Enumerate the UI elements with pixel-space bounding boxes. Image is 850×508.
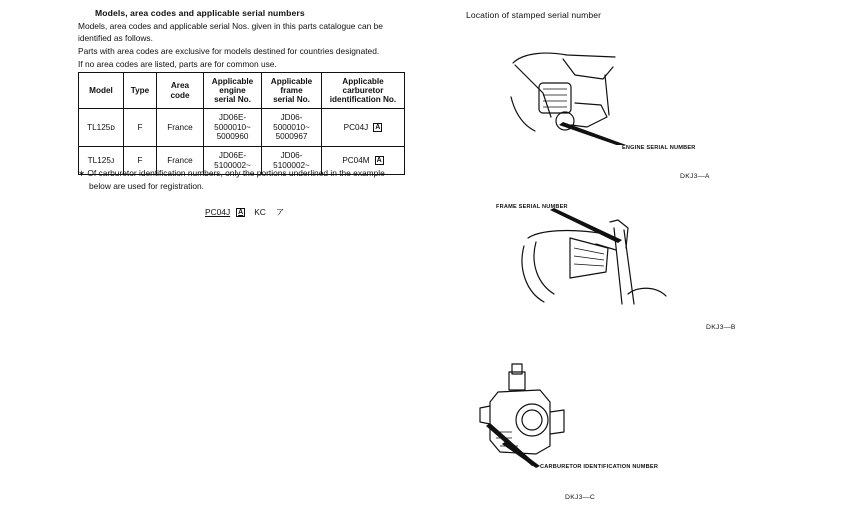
footnote-line-2: below are used for registration. [89, 181, 204, 191]
section-heading: Models, area codes and applicable serial numbers [95, 8, 305, 18]
cell-frame-serial [262, 109, 322, 147]
frame-serial-callout: FRAME SERIAL NUMBER [496, 204, 568, 210]
cell-engine-serial [204, 109, 262, 147]
header-area-line1: Area [170, 81, 190, 91]
frame-serial-line1: JD06- [280, 151, 303, 161]
engine-serial-callout: ENGINE SERIAL NUMBER [622, 145, 696, 151]
cell-area: France [157, 147, 204, 175]
carburetor-code: PC04J [343, 122, 369, 132]
figure-b-caption: DKJ3—B [706, 324, 736, 331]
common-use-note: If no area codes are listed, parts are for common use. [78, 59, 277, 69]
intro-line-2: identified as follows. [78, 33, 153, 43]
header-engine-serial [204, 73, 262, 109]
engine-serial-line2: 5000010~ [214, 122, 251, 132]
area-a-mark: A [375, 123, 381, 131]
header-model: Model [79, 73, 124, 109]
frame-serial-line2: 5000010~ [273, 122, 310, 132]
figure-c-caption: DKJ3—C [565, 494, 596, 501]
engine-serial-line3: 5000960 [216, 132, 249, 142]
header-frame-line3: serial No. [273, 95, 310, 105]
carburetor-code: PC04M [342, 155, 370, 165]
header-type: Type [124, 73, 157, 109]
cell-type: F [124, 109, 157, 147]
header-engine-line3: serial No. [214, 95, 251, 105]
cell-area: France [157, 109, 204, 147]
engine-serial-line2: 5100002~ [214, 160, 251, 170]
engine-serial-line1: JD06E- [218, 151, 247, 161]
example-code: PC04J [205, 207, 231, 217]
footnote-line-1: ∗ Of carburetor identification numbers, only the portions underlined in the example [78, 168, 385, 178]
cell-model: TL125ᴅ [79, 109, 124, 147]
header-engine-line1: Applicable [211, 76, 254, 86]
frame-serial-line2: 5100002~ [273, 160, 310, 170]
serial-number-table [78, 72, 405, 175]
header-frame-line2: frame [280, 85, 303, 95]
header-engine-line2: engine [219, 85, 246, 95]
location-heading: Location of stamped serial number [466, 10, 602, 20]
example-kana: ア [275, 207, 285, 217]
engine-serial-line1: JD06E- [218, 113, 247, 123]
registration-example [205, 206, 284, 219]
cell-model: TL125ᴊ [79, 147, 124, 175]
header-area-code [157, 73, 204, 109]
intro-line-1: Models, area codes and applicable serial Nos. given in this parts catalogue can be [78, 21, 383, 31]
table-header-row [79, 73, 405, 109]
header-carb-line3: identification No. [329, 95, 397, 105]
header-carb-line2: carburetor [342, 85, 384, 95]
area-a-mark: A [376, 156, 382, 164]
cell-type: F [124, 147, 157, 175]
header-frame-line1: Applicable [270, 76, 313, 86]
header-carb-line1: Applicable [342, 76, 384, 86]
example-area-mark: A [238, 209, 244, 216]
area-code-note: Parts with area codes are exclusive for models destined for countries designated. [78, 46, 380, 56]
frame-figure-illustration [510, 208, 670, 308]
header-area-line2: code [170, 90, 190, 100]
carburetor-id-callout: CARBURETOR IDENTIFICATION NUMBER [540, 464, 659, 470]
example-kc: KC [254, 207, 266, 217]
header-frame-serial [262, 73, 322, 109]
header-carburetor-id [322, 73, 405, 109]
carburetor-figure-illustration [478, 362, 598, 472]
frame-serial-line3: 5000967 [275, 132, 308, 142]
frame-serial-line1: JD06- [280, 113, 303, 123]
cell-carburetor-id [322, 109, 405, 147]
engine-figure-illustration [505, 45, 630, 145]
figure-a-caption: DKJ3—A [680, 173, 710, 180]
table-row [79, 109, 405, 147]
